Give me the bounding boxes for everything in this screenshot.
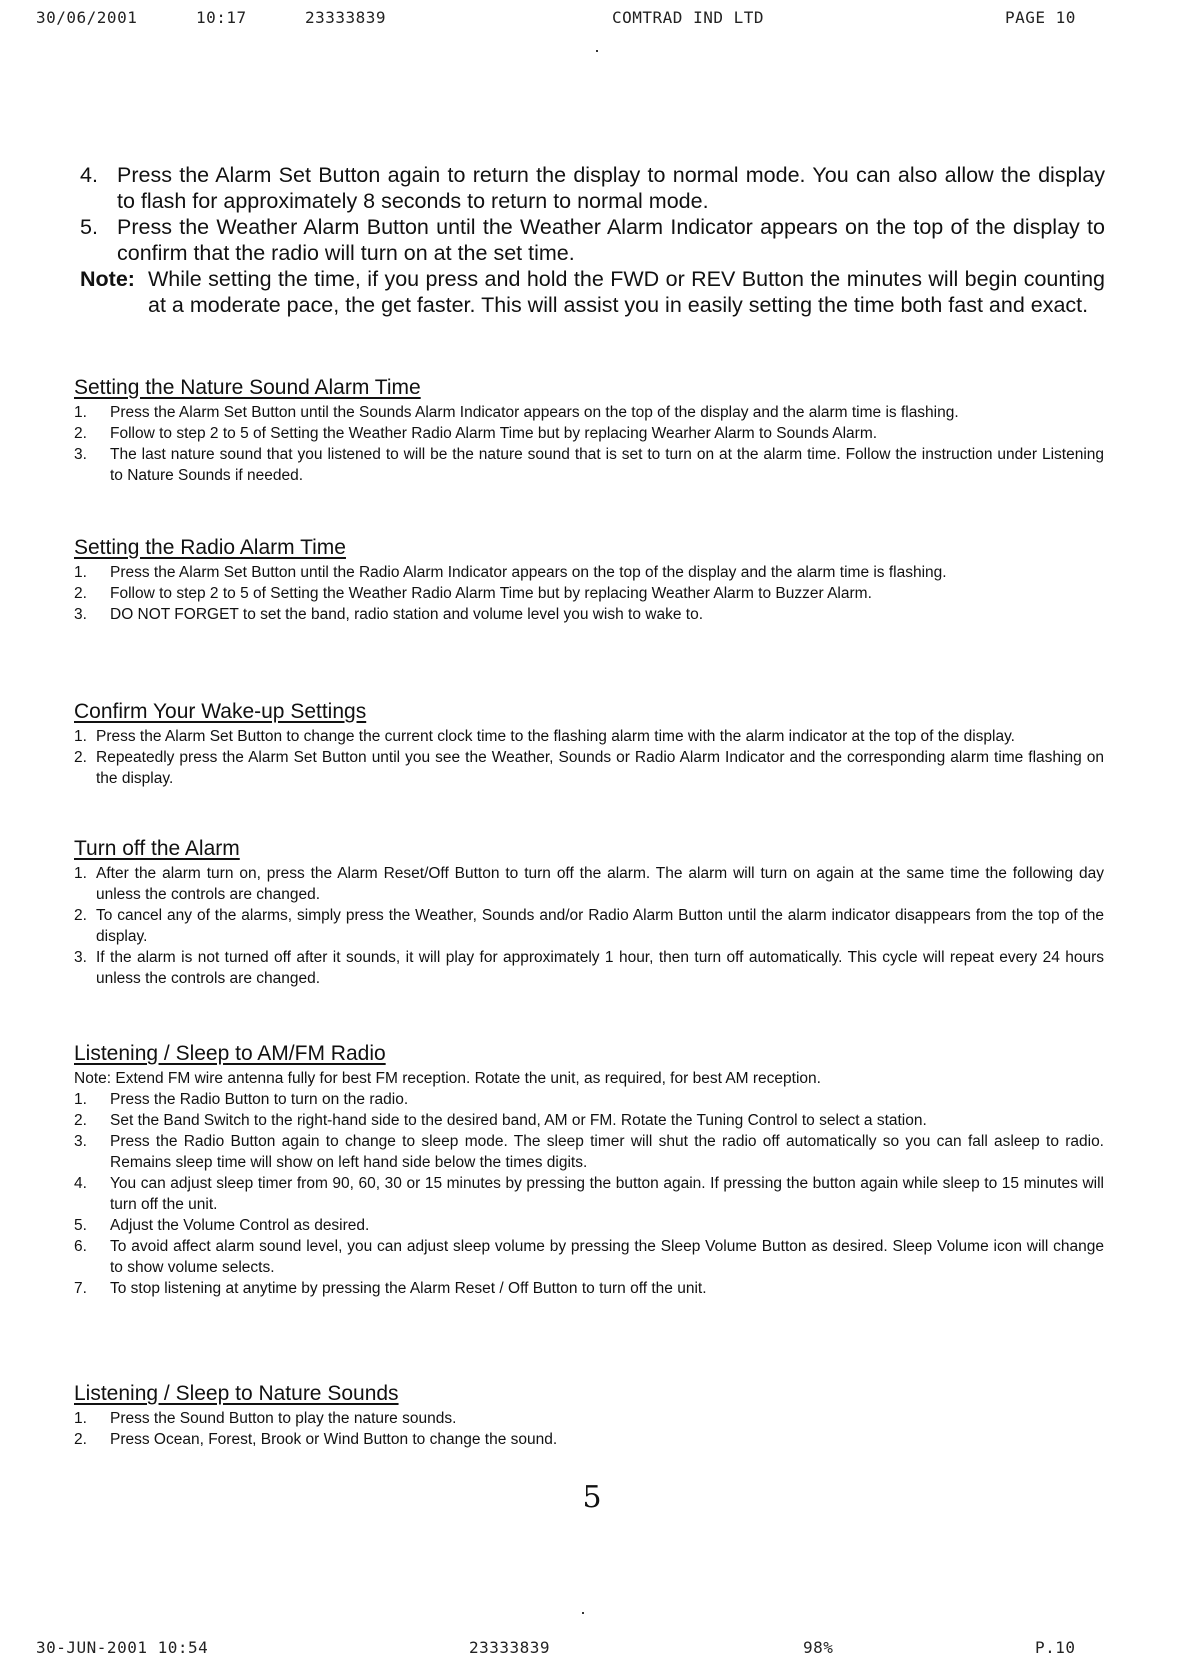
scan-speck: [596, 50, 598, 52]
section-radio-alarm: [74, 536, 1104, 625]
item-number: 6.: [74, 1238, 87, 1255]
scan-speck: [582, 1612, 584, 1614]
item-number: 1.: [74, 564, 87, 581]
item-number: 2.: [74, 425, 87, 442]
step-list: [74, 402, 1104, 486]
step-list: [74, 863, 1104, 989]
item-number: 5.: [74, 1217, 87, 1234]
fax-footer-percent: 98%: [803, 1638, 834, 1657]
item-text: Press the Alarm Set Button until the Radio Alarm Indicator appears on the top of the display and the alarm time is flashing.: [110, 564, 947, 581]
item-text: Press the Sound Button to play the nature sounds.: [110, 1410, 457, 1427]
section-am-fm-radio: [74, 1042, 1104, 1299]
item-text: To cancel any of the alarms, simply press the Weather, Sounds and/or Radio Alarm Button until the alarm indicator disappears from the top of the display.: [96, 907, 1104, 945]
item-number: 3.: [74, 446, 87, 463]
list-item: [74, 1429, 1104, 1450]
step-number: 5.: [80, 215, 98, 239]
list-item: [74, 583, 1104, 604]
step-text: Press the Alarm Set Button again to return the display to normal mode. You can also allow the display to flash for approximately 8 seconds to return to normal mode.: [117, 163, 1105, 213]
item-number: 1.: [74, 1091, 87, 1108]
list-item: [74, 947, 1104, 989]
list-item: [74, 1408, 1104, 1429]
item-number: 2.: [74, 907, 87, 924]
item-text: To stop listening at anytime by pressing the Alarm Reset / Off Button to turn off the unit.: [110, 1280, 707, 1297]
fax-header-date: 30/06/2001: [36, 8, 138, 27]
item-number: 2.: [74, 749, 87, 766]
item-number: 2.: [74, 1431, 87, 1448]
fax-footer-number: 23333839: [469, 1638, 551, 1657]
step-list: [74, 1089, 1104, 1299]
item-number: 1.: [74, 404, 87, 421]
list-item: [74, 1215, 1104, 1236]
item-number: 1.: [74, 865, 87, 882]
item-text: Press the Alarm Set Button to change the current clock time to the flashing alarm time with the alarm indicator at the top of the display.: [96, 728, 1015, 745]
item-number: 4.: [74, 1175, 87, 1192]
section-heading: Setting the Nature Sound Alarm Time: [74, 376, 421, 399]
antenna-note: Note: Extend FM wire antenna fully for best FM reception. Rotate the unit, as required, for best AM reception.: [74, 1070, 821, 1087]
item-text: Adjust the Volume Control as desired.: [110, 1217, 370, 1234]
item-text: DO NOT FORGET to set the band, radio station and volume level you wish to wake to.: [110, 606, 704, 623]
intro-step-4: [80, 162, 1105, 214]
step-list: [74, 562, 1104, 625]
list-item: [74, 444, 1104, 486]
step-number: 4.: [80, 163, 98, 187]
list-item: [74, 726, 1104, 747]
fax-header-page: PAGE 10: [1005, 8, 1076, 27]
section-heading: Setting the Radio Alarm Time: [74, 536, 346, 559]
intro-step-5: [80, 214, 1105, 266]
item-number: 2.: [74, 1112, 87, 1129]
note-text: While setting the time, if you press and hold the FWD or REV Button the minutes will begin counting at a moderate pace, the get faster. This will assist you in easily setting the time both fast and exact.: [148, 267, 1105, 317]
item-text: The last nature sound that you listened to will be the nature sound that is set to turn on at the alarm time. Follow the instruction under Listening to Nature Sounds if needed.: [110, 446, 1104, 484]
step-list: [74, 1408, 1104, 1450]
list-item: [74, 1278, 1104, 1299]
section-turn-off-alarm: [74, 837, 1104, 989]
list-item: [74, 1131, 1104, 1173]
item-number: 1.: [74, 1410, 87, 1427]
item-text: Follow to step 2 to 5 of Setting the Weather Radio Alarm Time but by replacing Wearher Alarm to Sounds Alarm.: [110, 425, 878, 442]
intro-steps: [80, 162, 1105, 318]
item-text: You can adjust sleep timer from 90, 60, 30 or 15 minutes by pressing the button again. If pressing the button again while sleep to 15 minutes will turn off the unit.: [110, 1175, 1104, 1213]
section-heading: Listening / Sleep to Nature Sounds: [74, 1382, 399, 1405]
fax-header-company: COMTRAD IND LTD: [612, 8, 764, 27]
list-item: [74, 863, 1104, 905]
list-item: [74, 1173, 1104, 1215]
section-heading: Turn off the Alarm: [74, 837, 240, 860]
item-text: After the alarm turn on, press the Alarm Reset/Off Button to turn off the alarm. The alarm will turn on again at the same time the following day unless the controls are changed.: [96, 865, 1104, 903]
fax-footer-date: 30-JUN-2001 10:54: [36, 1638, 209, 1657]
list-item: [74, 747, 1104, 789]
item-text: If the alarm is not turned off after it sounds, it will play for approximately 1 hour, then turn off automatically. This cycle will repeat every 24 hours unless the controls are changed.: [96, 949, 1104, 987]
section-heading: Confirm Your Wake-up Settings: [74, 700, 367, 723]
section-heading: Listening / Sleep to AM/FM Radio: [74, 1042, 386, 1065]
section-confirm-wakeup: [74, 700, 1104, 789]
section-nature-sounds: [74, 1382, 1104, 1450]
item-text: Press Ocean, Forest, Brook or Wind Button to change the sound.: [110, 1431, 558, 1448]
list-item: [74, 905, 1104, 947]
item-text: To avoid affect alarm sound level, you can adjust sleep volume by pressing the Sleep Volume Button as desired. Sleep Volume icon will change to show volume selects.: [110, 1238, 1104, 1276]
intro-note: [80, 266, 1105, 318]
list-item: [74, 1089, 1104, 1110]
item-text: Set the Band Switch to the right-hand side to the desired band, AM or FM. Rotate the Tuning Control to select a station.: [110, 1112, 927, 1129]
item-text: Press the Radio Button to turn on the radio.: [110, 1091, 409, 1108]
fax-footer-page: P.10: [1035, 1638, 1076, 1657]
fax-header-number: 23333839: [305, 8, 387, 27]
item-text: Follow to step 2 to 5 of Setting the Weather Radio Alarm Time but by replacing Weather Alarm to Buzzer Alarm.: [110, 585, 872, 602]
list-item: [74, 1236, 1104, 1278]
item-text: Press the Alarm Set Button until the Sounds Alarm Indicator appears on the top of the display and the alarm time is flashing.: [110, 404, 959, 421]
item-number: 2.: [74, 585, 87, 602]
list-item: [74, 402, 1104, 423]
list-item: [74, 423, 1104, 444]
item-number: 3.: [74, 949, 87, 966]
item-text: Repeatedly press the Alarm Set Button until you see the Weather, Sounds or Radio Alarm Indicator and the corresponding alarm time flashing on the display.: [96, 749, 1104, 787]
list-item: [74, 562, 1104, 583]
section-nature-sound-alarm: [74, 376, 1104, 486]
item-number: 7.: [74, 1280, 87, 1297]
page-number: 5: [582, 1480, 602, 1515]
list-item: [74, 1110, 1104, 1131]
item-number: 3.: [74, 1133, 87, 1150]
step-text: Press the Weather Alarm Button until the Weather Alarm Indicator appears on the top of the display to confirm that the radio will turn on at the set time.: [117, 215, 1105, 265]
item-number: 3.: [74, 606, 87, 623]
fax-header-time: 10:17: [196, 8, 247, 27]
note-label: Note:: [80, 267, 135, 291]
list-item: [74, 604, 1104, 625]
item-number: 1.: [74, 728, 87, 745]
step-list: [74, 726, 1104, 789]
item-text: Press the Radio Button again to change to sleep mode. The sleep timer will shut the radio off automatically so you can fall asleep to radio. Remains sleep time will show on left hand side below the times digits.: [110, 1133, 1104, 1171]
